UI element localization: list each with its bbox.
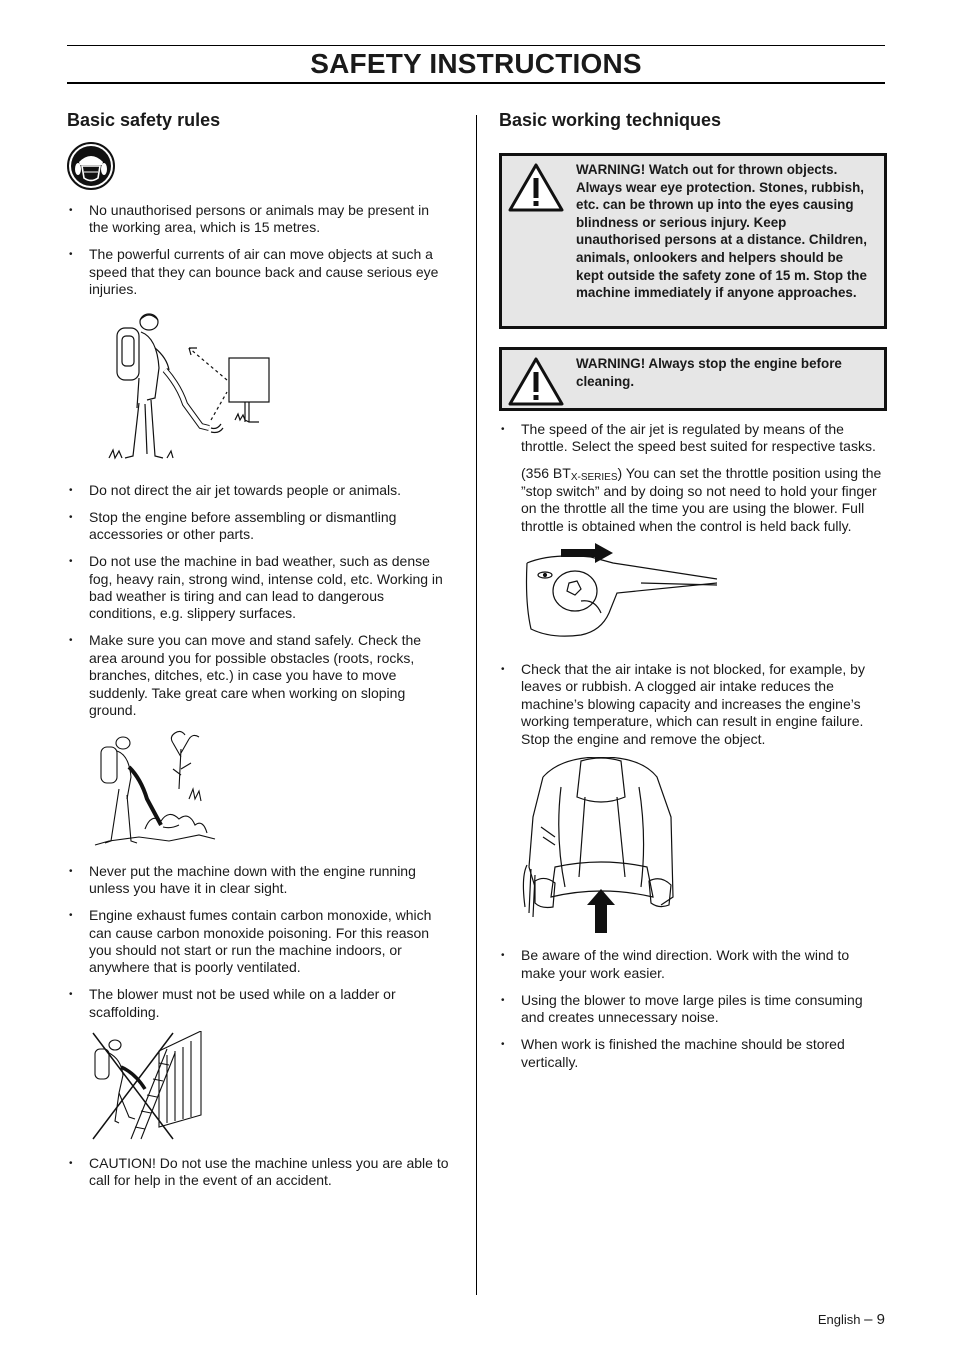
page-title: SAFETY INSTRUCTIONS — [310, 48, 642, 79]
bullet-list-b — [499, 661, 887, 748]
list-item: • CAUTION! Do not use the machine unless you are able to call for help in the event of an accident. — [67, 1155, 452, 1190]
left-column — [67, 108, 452, 1199]
list-item: • When work is finished the machine should be stored vertically. — [499, 1036, 887, 1071]
bullet-list-b — [67, 482, 452, 719]
bullet-list-c — [67, 863, 452, 1021]
throttle-text: ) You can set the throttle position using the ”stop switch” and by doing so not need to hold your finger on the throttle all the time you are using the blower. Full throttle is obtained when the control is held back fully. — [521, 465, 882, 534]
throttle-paragraph — [499, 465, 887, 535]
list-item: • Check that the air intake is not blocked, for example, by leaves or rubbish. A clogged air intake reduces the machine’s blowing capacity and increases the engine’s working temperature, which can result in engine failure. Stop the engine and remove the object. — [499, 661, 887, 748]
list-item: • Using the blower to move large piles is time consuming and creates unnecessary noise. — [499, 992, 887, 1027]
list-item: • No unauthorised persons or animals may be present in the working area, which is 15 metres. — [67, 202, 452, 237]
title-bar — [67, 45, 885, 84]
warning-text: WARNING! Always stop the engine before cleaning. — [576, 356, 842, 389]
list-item: • The powerful currents of air can move objects at such a speed that they can bounce back and cause serious eye injuries. — [67, 246, 452, 298]
section-heading-basic-safety-rules: Basic safety rules — [67, 110, 221, 130]
list-item: • Engine exhaust fumes contain carbon monoxide, which can cause carbon monoxide poisoning. For this reason you should not start or run the machine indoors, or anywhere that is poorly ventilated. — [67, 907, 452, 977]
illustration-no-ladder — [89, 1031, 209, 1141]
warning-triangle-icon — [508, 356, 564, 406]
bullet-list-c — [499, 947, 887, 1070]
list-item: • Stop the engine before assembling or dismantling accessories or other parts. — [67, 509, 452, 544]
model-name: (356 BT — [521, 465, 571, 482]
column-divider — [476, 115, 477, 1295]
section-heading-basic-working-techniques: Basic working techniques — [499, 110, 722, 130]
illustration-sloping-ground — [89, 729, 219, 849]
list-item: • The speed of the air jet is regulated by means of the throttle. Select the speed best suited for respective tasks. — [499, 421, 887, 456]
footer-page-number: – 9 — [864, 1311, 885, 1328]
illustration-air-intake — [521, 757, 681, 933]
warning-triangle-icon — [508, 162, 564, 212]
list-item: • The blower must not be used while on a ladder or scaffolding. — [67, 986, 452, 1021]
illustration-throttle-control — [521, 543, 721, 643]
face-shield-ear-protection-icon — [67, 142, 117, 192]
list-item: • Never put the machine down with the engine running unless you have it in clear sight. — [67, 863, 452, 898]
right-column — [499, 108, 887, 1080]
list-item: • Do not direct the air jet towards people or animals. — [67, 482, 452, 499]
list-item: • Make sure you can move and stand safely. Check the area around you for possible obstacles (roots, rocks, branches, ditches, etc.) in case you have to move suddenly. Take great care when working on sloping ground. — [67, 632, 452, 719]
illustration-blower-bounce-back — [89, 308, 289, 468]
bullet-list-d — [67, 1155, 452, 1190]
warning-text: WARNING! Watch out for thrown objects. Always wear eye protection. Stones, rubbish, etc. can be thrown up into the eyes causing blindness or serious injury. Keep unauthorised persons at a distance. Children, animals, onlookers and helpers should be kept outside the safety zone of 15 m. Stop the machine immediately if anyone approaches. — [576, 162, 867, 301]
warning-box-stop-engine — [499, 347, 887, 411]
bullet-list-speed — [499, 421, 887, 456]
bullet-list-a — [67, 202, 452, 299]
list-item: • Be aware of the wind direction. Work with the wind to make your work easier. — [499, 947, 887, 982]
list-item: • Do not use the machine in bad weather, such as dense fog, heavy rain, strong wind, intense cold, etc. Working in bad weather is tiring and can lead to dangerous conditions, e.g. slippery surfaces. — [67, 553, 452, 623]
page-footer — [818, 1311, 885, 1328]
warning-box-thrown-objects — [499, 153, 887, 329]
footer-language: English — [817, 1312, 861, 1327]
model-series: X-SERIES — [570, 472, 618, 484]
